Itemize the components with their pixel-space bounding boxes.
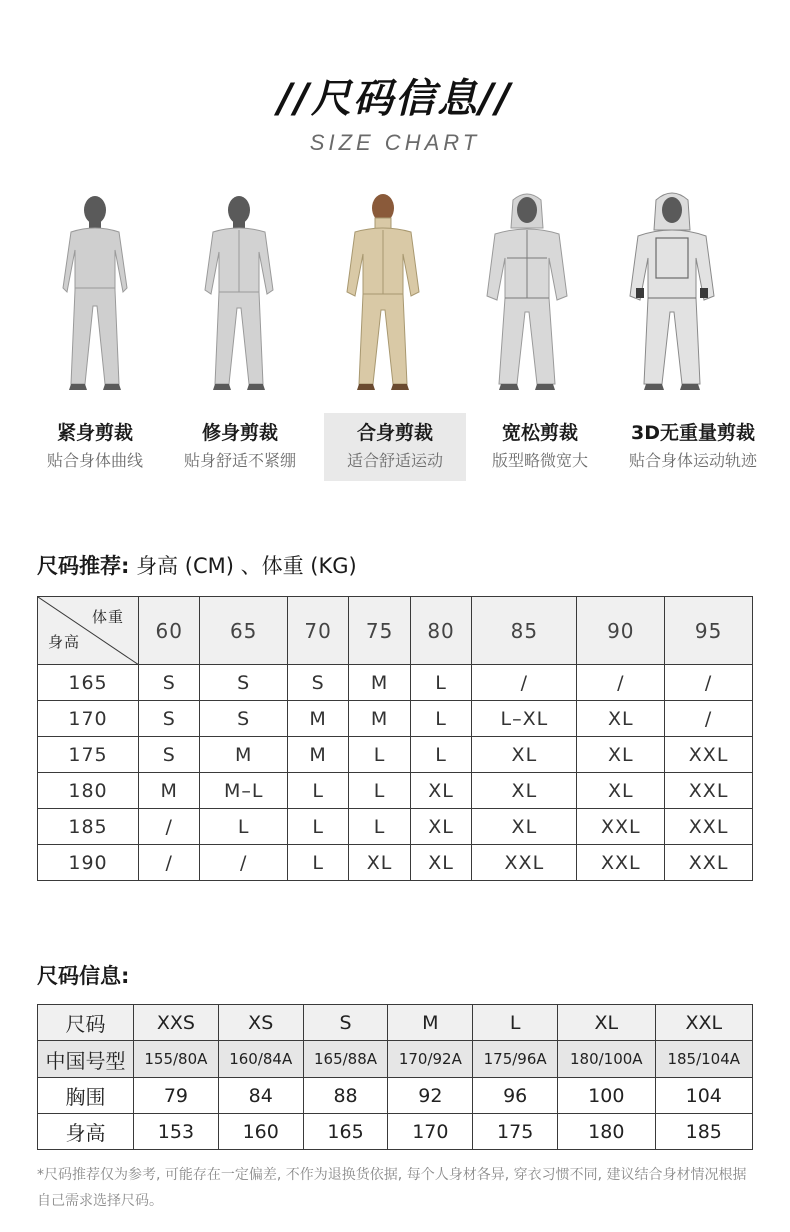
info-cell: 165	[303, 1114, 388, 1150]
size-cell: /	[139, 845, 200, 881]
fit-slim	[169, 413, 311, 481]
size-cell: /	[200, 845, 287, 881]
info-cell: 96	[473, 1078, 558, 1114]
info-title: 尺码信息:	[37, 964, 130, 988]
size-cell: L	[287, 845, 348, 881]
fit-name: 紧身剪裁	[56, 422, 133, 444]
size-cell: L	[200, 809, 287, 845]
page-header	[0, 76, 790, 156]
size-cell: XL	[472, 773, 577, 809]
3d-fit-figure	[612, 188, 732, 396]
height-cell: 185	[38, 809, 139, 845]
height-cell: 175	[38, 737, 139, 773]
info-cell: 84	[218, 1078, 303, 1114]
recommend-title-rest: 身高 (CM) 、体重 (KG)	[129, 554, 357, 578]
info-cell: 170/92A	[388, 1041, 473, 1078]
size-cell: /	[577, 665, 665, 701]
info-cell: 185	[655, 1114, 753, 1150]
table-row	[38, 737, 753, 773]
height-cell: 170	[38, 701, 139, 737]
size-cell: S	[287, 665, 348, 701]
size-cell: L	[349, 737, 410, 773]
weight-header: 90	[577, 597, 665, 665]
info-cell: XXS	[134, 1005, 219, 1041]
corner-header	[38, 597, 139, 665]
size-cell: /	[139, 809, 200, 845]
height-cell: 165	[38, 665, 139, 701]
size-cell: XL	[577, 773, 665, 809]
row-label: 中国号型	[38, 1041, 134, 1078]
info-cell: 180/100A	[558, 1041, 655, 1078]
weight-header: 60	[139, 597, 200, 665]
table-row	[38, 701, 753, 737]
table-row	[38, 773, 753, 809]
weight-header: 65	[200, 597, 287, 665]
size-cell: XXL	[665, 773, 753, 809]
size-cell: L	[349, 809, 410, 845]
fit-figures	[22, 188, 770, 398]
info-cell: 185/104A	[655, 1041, 753, 1078]
table-row	[38, 1041, 753, 1078]
size-cell: XL	[577, 701, 665, 737]
fit-name: 合身剪裁	[356, 422, 433, 444]
size-cell: L	[287, 809, 348, 845]
size-cell: XL	[410, 845, 471, 881]
info-cell: 175/96A	[473, 1041, 558, 1078]
size-cell: XXL	[665, 809, 753, 845]
fit-tight	[24, 413, 166, 481]
info-cell: 165/88A	[303, 1041, 388, 1078]
fit-desc: 适合舒适运动	[346, 451, 443, 470]
size-cell: XL	[410, 773, 471, 809]
weight-header: 95	[665, 597, 753, 665]
size-cell: XL	[577, 737, 665, 773]
fit-desc: 贴合身体运动轨迹	[628, 451, 757, 470]
fit-name: 宽松剪裁	[501, 422, 578, 444]
info-cell: 104	[655, 1078, 753, 1114]
weight-header: 85	[472, 597, 577, 665]
size-cell: XXL	[665, 845, 753, 881]
corner-weight-label: 体重	[91, 608, 124, 626]
row-label: 胸围	[38, 1078, 134, 1114]
fit-regular	[324, 413, 466, 481]
size-cell: XL	[410, 809, 471, 845]
size-cell: L	[410, 701, 471, 737]
fit-desc: 贴合身体曲线	[46, 451, 143, 470]
weight-header: 80	[410, 597, 471, 665]
size-cell: M–L	[200, 773, 287, 809]
size-cell: L	[410, 665, 471, 701]
height-cell: 180	[38, 773, 139, 809]
size-cell: XXL	[472, 845, 577, 881]
info-cell: M	[388, 1005, 473, 1041]
size-cell: M	[139, 773, 200, 809]
info-cell: 153	[134, 1114, 219, 1150]
fit-labels	[22, 413, 770, 481]
size-cell: M	[287, 737, 348, 773]
table-row	[38, 665, 753, 701]
info-cell: 100	[558, 1078, 655, 1114]
size-cell: L	[410, 737, 471, 773]
size-cell: XL	[472, 737, 577, 773]
info-cell: 92	[388, 1078, 473, 1114]
size-cell: S	[139, 665, 200, 701]
size-cell: M	[349, 701, 410, 737]
weight-header: 75	[349, 597, 410, 665]
table-row	[38, 809, 753, 845]
size-recommend-table	[37, 596, 753, 881]
row-label: 尺码	[38, 1005, 134, 1041]
size-info-table	[37, 1004, 753, 1150]
info-cell: L	[473, 1005, 558, 1041]
info-cell: XS	[218, 1005, 303, 1041]
size-cell: M	[287, 701, 348, 737]
size-cell: S	[139, 737, 200, 773]
size-cell: L	[349, 773, 410, 809]
row-label: 身高	[38, 1114, 134, 1150]
weight-header-row	[38, 597, 753, 665]
info-cell: 155/80A	[134, 1041, 219, 1078]
slim-fit-figure	[179, 188, 299, 396]
size-cell: XL	[349, 845, 410, 881]
fit-3d	[616, 413, 770, 481]
table-row	[38, 845, 753, 881]
info-cell: 170	[388, 1114, 473, 1150]
height-cell: 190	[38, 845, 139, 881]
info-cell: XL	[558, 1005, 655, 1041]
info-cell: XXL	[655, 1005, 753, 1041]
corner-height-label: 身高	[48, 633, 81, 651]
table-row	[38, 1078, 753, 1114]
size-cell: S	[200, 665, 287, 701]
info-cell: 175	[473, 1114, 558, 1150]
tight-fit-figure	[35, 188, 155, 396]
size-cell: XXL	[577, 809, 665, 845]
size-cell: S	[200, 701, 287, 737]
size-cell: XXL	[577, 845, 665, 881]
info-cell: 160/84A	[218, 1041, 303, 1078]
info-cell: 88	[303, 1078, 388, 1114]
recommend-title-bold: 尺码推荐:	[37, 554, 130, 578]
recommend-title	[37, 552, 357, 580]
size-cell: /	[665, 701, 753, 737]
size-cell: /	[472, 665, 577, 701]
page-subtitle: SIZE CHART	[309, 130, 481, 155]
fit-desc: 贴身舒适不紧绷	[183, 451, 296, 470]
fit-loose	[469, 413, 611, 481]
page-title: //尺码信息//	[277, 76, 513, 122]
size-cell: /	[665, 665, 753, 701]
fit-name: 修身剪裁	[201, 422, 278, 444]
size-cell: M	[349, 665, 410, 701]
disclaimer-note: *尺码推荐仅为参考, 可能存在一定偏差, 不作为退换货依据, 每个人身材各异, 穿衣习惯不同, 建议结合身材情况根据自己需求选择尺码。	[37, 1167, 747, 1209]
size-cell: M	[200, 737, 287, 773]
size-cell: L–XL	[472, 701, 577, 737]
size-cell: XXL	[665, 737, 753, 773]
weight-header: 70	[287, 597, 348, 665]
regular-fit-figure	[323, 188, 443, 396]
fit-desc: 版型略微宽大	[491, 451, 588, 470]
info-cell: 79	[134, 1078, 219, 1114]
table-row	[38, 1114, 753, 1150]
info-cell: S	[303, 1005, 388, 1041]
table-row	[38, 1005, 753, 1041]
info-cell: 180	[558, 1114, 655, 1150]
size-cell: S	[139, 701, 200, 737]
loose-fit-figure	[467, 188, 587, 396]
size-cell: L	[287, 773, 348, 809]
fit-name: 3D无重量剪裁	[631, 422, 755, 444]
size-cell: XL	[472, 809, 577, 845]
info-cell: 160	[218, 1114, 303, 1150]
